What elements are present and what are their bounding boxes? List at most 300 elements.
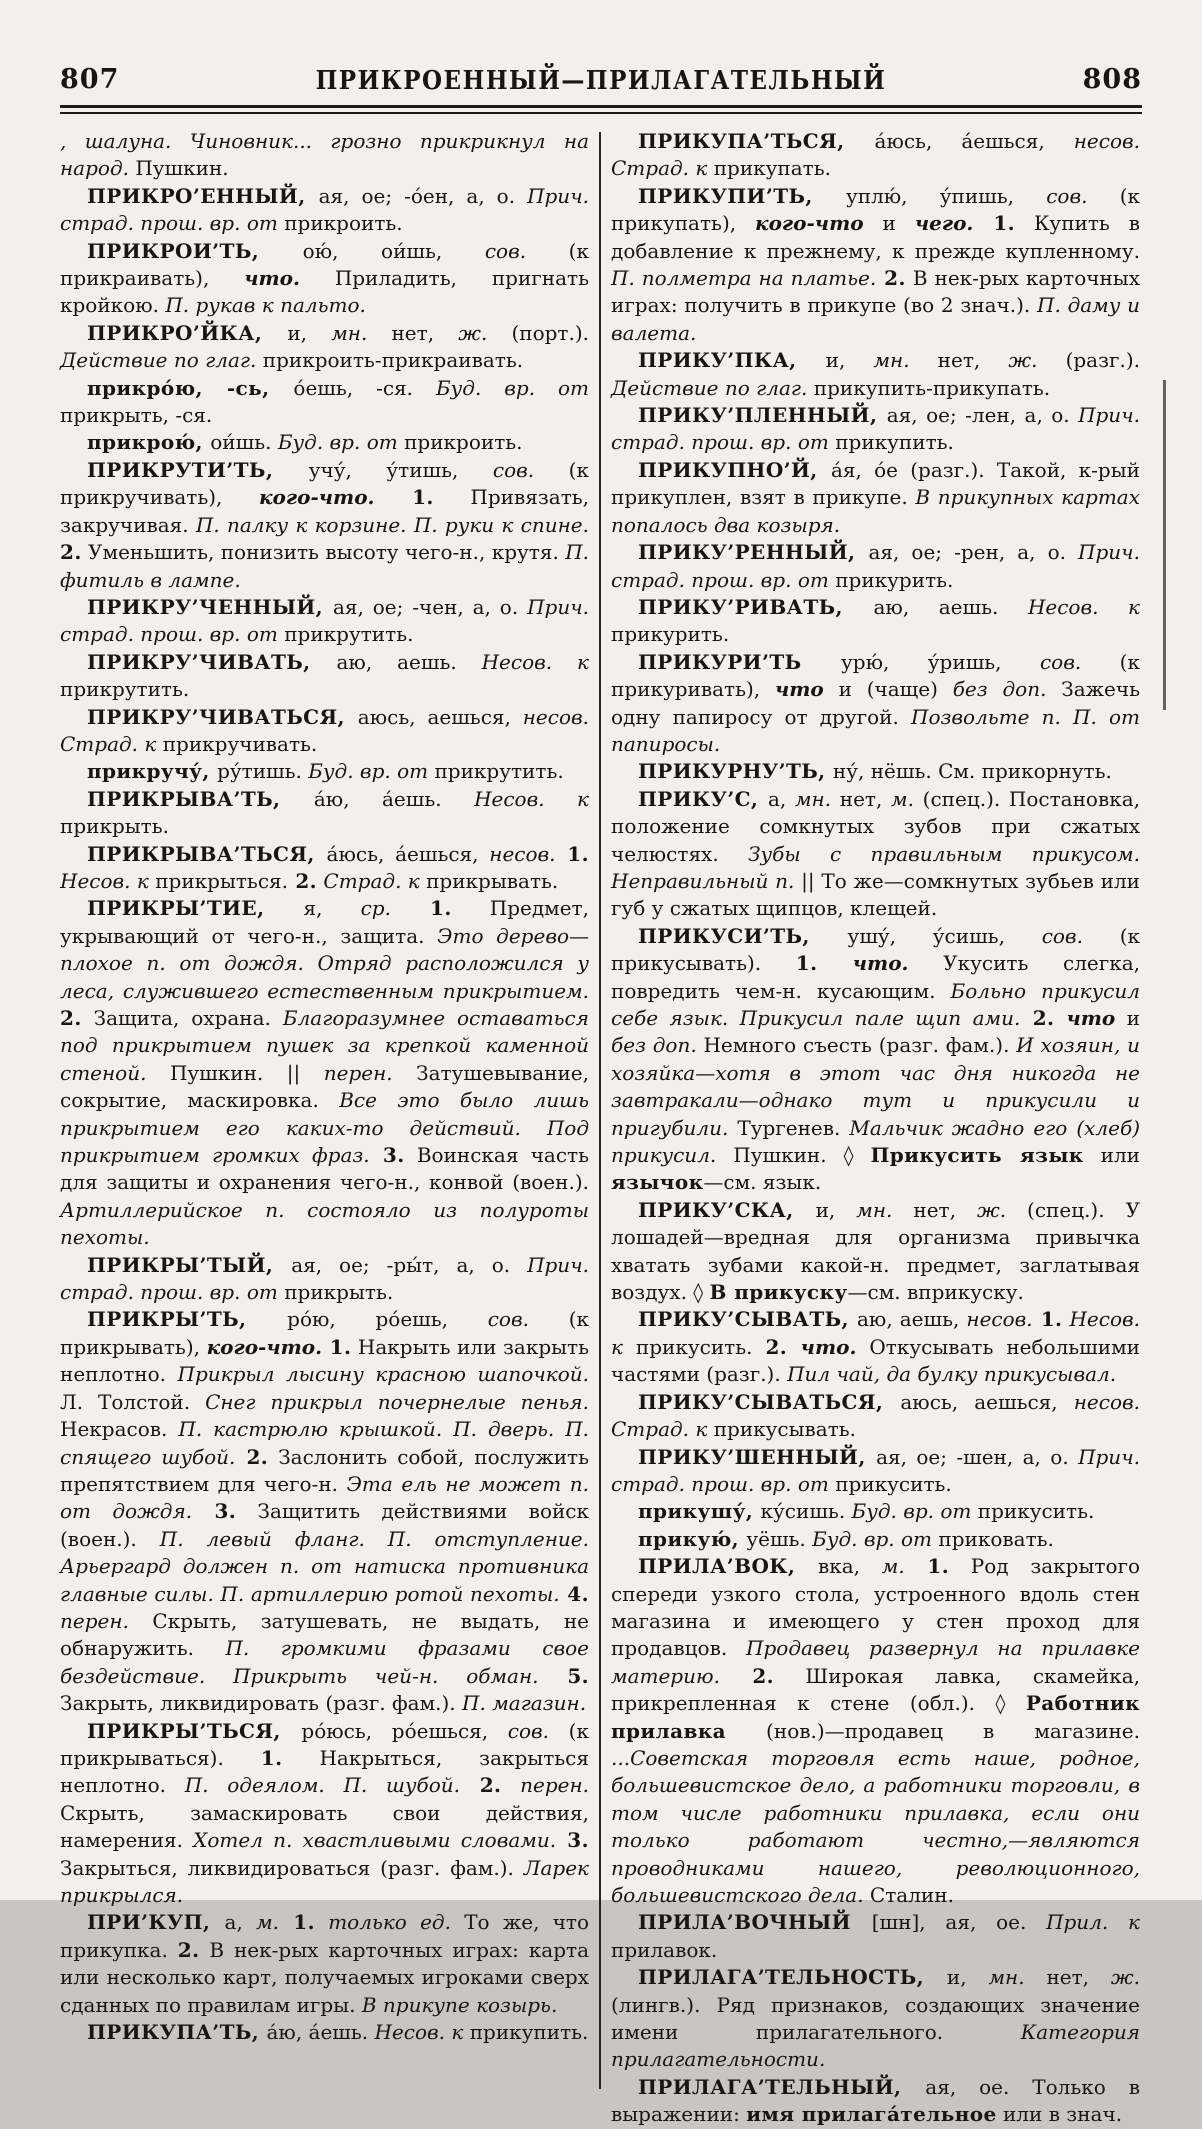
text-run: сов. [1046, 183, 1088, 208]
text-run: П. громкими фразами свое бездействие. Прикрыть чей-н. обман. [60, 1636, 589, 1688]
text-run: 5. [538, 1663, 590, 1688]
text-run: Эта ель не может п. от дождя. [60, 1471, 589, 1524]
text-run: Мальчик жадно его (хлеб) прикусил. [611, 1115, 1140, 1168]
dictionary-entry [60, 1306, 589, 1717]
text-run: прикусить. [635, 1334, 766, 1359]
dictionary-entry [60, 786, 589, 841]
text-run: Скрыть, затушевать, не выдать, не обнаружить. [60, 1608, 589, 1661]
text-run: Накрыться, закрыться неплотно. [60, 1745, 589, 1798]
text-run: П. палку к корзине. П. руки к спине. [195, 512, 589, 537]
text-run: (порт.). [487, 320, 590, 345]
headword: ПРИЛАГА’ТЕЛЬНЫЙ, [638, 2074, 926, 2099]
text-run: Снег прикрыл почернелые пенья. [205, 1389, 590, 1414]
dictionary-entry [60, 183, 589, 238]
text-run: мн. [873, 348, 910, 373]
text-run: уплю́, у́пишь, [845, 183, 1047, 208]
headword: ПРИКРО’ЙКА, [87, 320, 288, 345]
text-run: без доп. [611, 1033, 697, 1058]
dictionary-entry [60, 1252, 589, 1307]
dictionary-entry [60, 1718, 589, 1910]
dictionary-entry [611, 1553, 1140, 1909]
text-run: Позвольте п. П. от папиросы. [611, 704, 1140, 756]
text-run: (лингв.). Ряд признаков, создающих значение имени прилагательного. [611, 1992, 1140, 2045]
text-run: Зубы с правильным прикусом. Неправильный п. [611, 841, 1140, 893]
text-run: аюсь, аешься, [900, 1389, 1074, 1414]
headword: ПРИКУ’РЕННЫЙ, [638, 540, 869, 565]
text-run: Укусить слегка, повредить чем-н. кусающим. [611, 951, 1140, 1003]
dictionary-entry [60, 128, 589, 183]
text-run: ою́, ои́шь, [302, 238, 485, 263]
text-run: Артиллерийское п. состояло из полуроты пехоты. [60, 1197, 589, 1250]
text-run: 2. [177, 1937, 200, 1962]
text-run: Немного съесть (разг. фам.). [696, 1033, 1017, 1058]
column-right [611, 128, 1140, 2129]
headword: ПРИКУПНО’Й, [638, 457, 831, 482]
text-run: несов. Страд. к [611, 129, 1140, 181]
headword: ПРИЛАГА’ТЕЛЬНОСТЬ, [638, 1965, 947, 1990]
text-run: Пушкин. [135, 156, 229, 181]
text-run: а́я, о́е (разг.). Такой, к-рый прикуплен, взят в прикупе. [611, 457, 1140, 510]
text-run: аю, аешь. [873, 594, 1028, 619]
text-run: прикрыть. [60, 814, 169, 839]
text-run: Хотел п. хвастливыми словами. [193, 1828, 557, 1853]
headword: ПРИКРЫ’ТЬ, [87, 1307, 288, 1332]
text-run: урю́, у́ришь, [841, 649, 1040, 674]
text-run: м. [891, 786, 914, 811]
dictionary-entry [60, 841, 589, 896]
text-run: Прич. страд. прош. вр. от [611, 403, 1140, 455]
text-run: ая, ое; -рен, а, о. [868, 540, 1079, 565]
dictionary-entry [611, 347, 1140, 402]
dictionary-entry [60, 320, 589, 375]
headword: ПРИКУСИ’ТЬ, [638, 923, 848, 948]
headword: ПРИКУРИ’ТЬ [638, 649, 841, 674]
text-run: 1. [973, 211, 1016, 236]
text-run: ро́ю, ро́ешь, [287, 1307, 488, 1332]
text-run: Это дерево—плохое п. от дождя. Отряд расположился у леса, служившего естественным прикрытием. [60, 923, 589, 1003]
text-run: 2. [60, 1006, 82, 1030]
headword: ПРИКУ’ШЕННЫЙ, [638, 1444, 877, 1469]
headword: прикрою́, [87, 430, 211, 455]
text-run: В прикупных картах попалось два козыря. [611, 485, 1140, 537]
text-run: [шн], ая, ое. [871, 1910, 1047, 1935]
text-run: П. рукав к пальто. [165, 293, 366, 318]
headword: ПРИЛА’ВОК, [638, 1554, 818, 1579]
text-run: Скрыть, замаскировать свои действия, намерения. [60, 1800, 589, 1853]
text-run: а́юсь, а́ешься, [326, 841, 490, 866]
text-run: П. одеялом. П. шубой. [184, 1773, 461, 1798]
text-run: уёшь. [746, 1526, 813, 1551]
text-run: —см. вприкуску. [847, 1280, 1024, 1305]
text-run: Несов. к [60, 868, 156, 893]
text-run: В нек-рых карточных играх: получить в прикупе (во 2 знач.). [611, 266, 1140, 318]
text-run: П. даму и валета. [611, 293, 1140, 345]
headword: ПРИКУ’ПКА, [638, 348, 826, 373]
dictionary-entry [611, 594, 1140, 649]
text-run: 1. [279, 1910, 315, 1935]
text-run: (к прикручивать), [60, 457, 589, 510]
headword: ПРИКРЫВА’ТЬСЯ, [87, 841, 327, 866]
text-run: Действие по глаг. [60, 348, 257, 373]
text-run: 2. [765, 1334, 788, 1359]
headword: ПРИКРЫ’ТИЕ, [87, 896, 304, 921]
text-run: 2. [719, 1663, 775, 1688]
text-run: (нов.)—продавец в магазине. [726, 1718, 1140, 1743]
text-run: Привязать, закручивая. [60, 485, 590, 537]
text-run: 3. [556, 1828, 589, 1853]
text-run: Больно прикусил себе язык. Прикусил пале щип ами. [611, 978, 1140, 1030]
text-run: Благоразумнее оставаться под прикрытием пушек за крепкой каменной стеной. [60, 1006, 589, 1085]
text-run: чего. [914, 211, 974, 236]
headword: прикую́, [638, 1526, 747, 1551]
text-run: ая, ое. Только в выражении: [611, 2074, 1140, 2127]
text-run: Прич. страд. прош. вр. от [60, 1252, 589, 1305]
dictionary-entry [60, 375, 589, 430]
text-run: или в знач. [996, 2102, 1123, 2127]
text-run: прикурить. [835, 567, 954, 592]
text-run: Защита, охрана. [81, 1006, 283, 1030]
text-run: мн. [988, 1965, 1025, 1990]
text-run: прикрутить. [434, 759, 564, 784]
text-run: прикупить. [835, 430, 954, 455]
text-run: прикусить. [977, 1499, 1095, 1524]
dictionary-entry [60, 704, 589, 759]
dictionary-entry [611, 1964, 1140, 2074]
text-run: нет, [1024, 1965, 1111, 1990]
dictionary-entry [611, 457, 1140, 539]
dictionary-entry [611, 1526, 1140, 1553]
text-run: Уменьшить, понизить высоту чего-н., крутя. [81, 540, 566, 565]
text-run: ку́сишь. [760, 1499, 852, 1524]
text-run: прикупить. [469, 2020, 589, 2045]
text-run: ж. [1008, 348, 1038, 373]
text-run: Затушевывание, сокрытие, маскировка. [60, 1060, 589, 1113]
text-run: только ед. [314, 1910, 451, 1935]
headword: ПРИКУ’СЫВАТЬ, [638, 1307, 857, 1332]
text-run: прикусить. [835, 1471, 952, 1496]
text-run: В нек-рых карточных играх: карта или несколько карт, получаемых игроками сверх сданных по правилам игры. [60, 1937, 589, 2017]
text-run: ср. [360, 896, 391, 921]
headword: ПРИКРУ’ЧИВАТЬ, [87, 649, 337, 674]
text-run: Род закрытого спереди узкого стола, устроенного вдоль стен магазина и имеющего у стен проход для продавцов. [611, 1554, 1141, 1661]
text-run: Пушкин. || [169, 1060, 324, 1085]
text-run: (к прикуривать), [611, 649, 1140, 702]
page-number-left: 807 [60, 64, 120, 95]
text-run: а, [767, 786, 795, 811]
dictionary-entry [60, 238, 589, 320]
text-run: П. фитиль в лампе. [60, 540, 589, 592]
text-run: ушу́, у́сишь, [847, 923, 1042, 948]
text-run: Закрыть, ликвидировать (разг. фам.). [60, 1691, 463, 1716]
text-run: перен. [60, 1608, 129, 1633]
text-run: Буд. вр. от [308, 759, 435, 784]
text-run: Буд. вр. от [435, 375, 589, 400]
text-run: Пил чай, да булку прикусывал. [787, 1362, 1117, 1387]
text-run: ...Советская торговля есть наше, родное, большевистское дело, а работники торговли, в том числе работники прилавка, если они только работают честно,—являются проводниками нашего, революционного, большевистского дела. [611, 1745, 1140, 1907]
text-run: Купить в добавление к прежнему, к прежде купленному. [611, 211, 1140, 263]
text-run: перен. [323, 1060, 393, 1085]
text-run: 2. [235, 1444, 269, 1469]
text-run: сов. [487, 1307, 529, 1332]
text-run: несов. [489, 841, 556, 866]
headword: ПРИКУ’ПЛЕННЫЙ, [638, 403, 887, 428]
text-run: и, [287, 320, 332, 345]
text-run: прикроить-прикраивать. [256, 348, 524, 373]
dictionary-entry [611, 1909, 1140, 1964]
text-run: аю, аешь. [336, 649, 482, 674]
text-run: 1. [322, 1334, 352, 1359]
text-run: прикурить. [611, 622, 730, 647]
text-run: Предмет, укрывающий от чего-н., защита. [60, 896, 589, 948]
text-run: мн. [856, 1197, 893, 1222]
dictionary-entry [611, 923, 1140, 1197]
text-run: мн. [794, 786, 832, 811]
dictionary-entry [611, 1197, 1140, 1307]
dictionary-entry [611, 183, 1140, 347]
text-run: что [774, 677, 824, 702]
text-run: (к прикрываться). [60, 1718, 589, 1770]
text-run: В прикуску [709, 1280, 848, 1305]
text-run: 2. [460, 1773, 502, 1798]
text-run: ж. [458, 320, 488, 345]
running-title: ПРИКРОЕННЫЙ—ПРИЛАГАТЕЛЬНЫЙ [315, 65, 887, 96]
text-run: прикрыть, -ся. [60, 403, 213, 428]
text-run: прикрыться. [155, 868, 288, 893]
page-number-right: 808 [1082, 64, 1142, 95]
text-run: Прикусить язык [870, 1143, 1084, 1168]
dictionary-entry [611, 128, 1140, 183]
text-run: приковать. [938, 1526, 1054, 1551]
text-columns [60, 128, 1142, 2129]
text-run: Прич. страд. прош. вр. от [60, 594, 590, 647]
text-run: (к прикусывать). [611, 923, 1140, 976]
text-run: я, [303, 896, 361, 921]
dictionary-entry [60, 895, 589, 1251]
text-run: ая, ое; -о́ен, а, о. [318, 183, 528, 208]
text-run: Воинская часть для защиты и охранения чего-н., конвой (воен.). [60, 1143, 590, 1195]
headword: ПРИКРЫ’ТЫЙ, [87, 1252, 292, 1277]
text-run: 1. [260, 1745, 283, 1770]
text-run: ая, ое; -чен, а, о. [332, 594, 528, 619]
text-run: Работник прилавка [611, 1691, 1140, 1743]
text-run: (к прикрывать), [60, 1307, 589, 1359]
text-run: Накрыть или закрыть неплотно. [60, 1334, 589, 1387]
text-run: Несов. к [481, 649, 589, 674]
text-run: Буд. вр. от [851, 1499, 978, 1524]
headword: ПРИКУ’СКА, [638, 1197, 816, 1222]
text-run: 1. [795, 951, 818, 976]
text-run: Прич. страд. прош. вр. от [611, 1444, 1140, 1496]
text-run: прилавок. [611, 1937, 718, 1962]
text-run: и (чаще) [823, 677, 953, 702]
text-run: , шалуна. Чиновник... грозно прикрикнул на народ. [60, 129, 589, 181]
text-run: || То же—сомкнутых зубьев или губ у сжатых щипцов, клещей. [611, 868, 1140, 921]
text-run: кого-что. [258, 485, 375, 510]
headword: ПРИКРУ’ЧИВАТЬСЯ, [87, 704, 358, 729]
page-header [60, 64, 1142, 95]
text-run: прикрывать. [426, 868, 559, 893]
text-run: что. [817, 951, 909, 976]
text-run: 1. [374, 485, 434, 510]
header-rule [60, 105, 1142, 114]
text-run: Прич. страд. прош. вр. от [611, 540, 1140, 592]
text-run: Л. Толстой. [60, 1389, 206, 1414]
dictionary-entry [611, 402, 1140, 457]
text-run: нет, [831, 786, 892, 811]
text-run: прикроить. [404, 430, 523, 455]
text-run: без доп. [952, 677, 1047, 702]
text-run: П. левый фланг. П. отступление. Арьергард должен п. от натиска противника главные силы. П. артиллерию ротой пехоты. [60, 1526, 589, 1606]
text-run: Несов. к [611, 1307, 1140, 1359]
text-run: Приладить, пригнать кройкою. [60, 266, 589, 318]
text-run: Прич. страд. прош. вр. от [60, 183, 589, 236]
text-run: несов. [966, 1307, 1033, 1332]
text-run: м. [881, 1554, 905, 1579]
text-run: 1. [1032, 1307, 1063, 1332]
text-run: прикупить-прикупать. [807, 375, 1051, 400]
text-run: 1. [555, 841, 589, 866]
text-run: 2. [288, 868, 318, 893]
text-run: 2. [876, 266, 906, 291]
text-run: м. [256, 1910, 280, 1935]
text-run: и, [946, 1965, 989, 1990]
text-run: 3. [369, 1143, 405, 1168]
text-run: ая, ое; -ры́т, а, о. [291, 1252, 528, 1277]
dictionary-entry [60, 2019, 589, 2046]
text-run: Закрыться, ликвидироваться (разг. фам.). [60, 1855, 524, 1880]
column-left [60, 128, 589, 2129]
headword: ПРИКУПИ’ТЬ, [638, 183, 846, 208]
text-run: прикрутить. [284, 622, 414, 647]
text-run: Прил. к [1046, 1910, 1140, 1935]
text-run: 4. [559, 1581, 589, 1606]
dictionary-entry [611, 758, 1140, 785]
headword: ПРИКРОИ’ТЬ, [87, 238, 303, 263]
text-run: нет, [909, 348, 1009, 373]
text-run: ая, ое; -лен, а, о. [886, 403, 1079, 428]
text-run: кого-что [755, 211, 864, 236]
text-run: Продавец развернул на прилавке материю. [611, 1636, 1140, 1688]
text-run: сов. [1039, 649, 1082, 674]
text-run: Буд. вр. от [277, 430, 405, 455]
text-run: Заслонить собой, послужить препятствием для чего-н. [60, 1444, 590, 1496]
text-run: Ларек прикрылся. [60, 1855, 589, 1907]
dictionary-entry [60, 594, 589, 649]
text-run: учу́, у́тишь, [308, 457, 493, 482]
headword: прикро́ю, -сь, [87, 375, 294, 400]
headword: ПРИКРУ’ЧЕННЫЙ, [87, 594, 333, 619]
text-run: ои́шь. [210, 430, 278, 455]
text-run: ж. [1110, 1965, 1141, 1990]
text-run: Буд. вр. от [812, 1526, 939, 1551]
text-run: и [1115, 1006, 1140, 1030]
text-run: прикусывать. [713, 1417, 857, 1442]
text-run: прикрыть. [284, 1280, 394, 1305]
text-run: сов. [492, 457, 535, 482]
text-run: нет, [367, 320, 459, 345]
text-run: (спец.). Постановка, положение сомкнутых зубов при сжатых челюстях. [611, 786, 1140, 866]
headword: ПРИЛА’ВОЧНЫЙ [638, 1910, 872, 1935]
text-run: о́ешь, -ся. [293, 375, 436, 400]
text-run: П. магазин. [462, 1691, 587, 1716]
dictionary-entry [60, 1909, 589, 2019]
text-run: прикупать. [713, 156, 831, 181]
text-run: аю, аешь, [856, 1307, 967, 1332]
headword: ПРИКУ’РИВАТЬ, [638, 594, 874, 619]
text-run: Сталин. [869, 1883, 954, 1907]
text-run: (разг.). [1037, 348, 1141, 373]
dictionary-entry [60, 429, 589, 456]
dictionary-entry [611, 539, 1140, 594]
text-run: кого-что. [206, 1334, 323, 1359]
text-run: и, [815, 1197, 857, 1222]
text-run: П. полметра на платье. [611, 266, 877, 291]
headword: ПРИКУ’СЫВАТЬСЯ, [638, 1389, 901, 1414]
text-run: 2. [60, 540, 82, 565]
dictionary-entry [611, 1389, 1140, 1444]
headword: ПРИКРЫВА’ТЬ, [87, 786, 314, 811]
text-run: То же, что прикупка. [60, 1910, 590, 1962]
text-run: перен. [501, 1773, 589, 1798]
headword: ПРИКРО’ЕННЫЙ, [87, 183, 319, 208]
dictionary-entry [60, 758, 589, 785]
text-run: Прикрыл лысину красною шапочкой. [177, 1362, 589, 1387]
text-run: ну́, нёшь. См. прикорнуть. [832, 759, 1112, 784]
text-run: а́ю, а́ешь. [313, 786, 475, 811]
text-run: Категория прилагательности. [611, 2020, 1140, 2072]
text-run: сов. [1041, 923, 1083, 948]
text-run: и [863, 211, 915, 236]
text-run: ру́тишь. [217, 759, 309, 784]
headword: прикручу́, [87, 759, 218, 784]
text-run: а́ю, а́ешь. [266, 2020, 375, 2045]
text-run: Несов. к [374, 2020, 470, 2045]
text-run: Тургенев. [737, 1115, 850, 1140]
text-run: вка, [817, 1554, 882, 1579]
text-run: Страд. к [317, 868, 427, 893]
text-run: а, [224, 1910, 257, 1935]
text-run: 1. [390, 896, 452, 921]
text-run: несов. Страд. к [60, 704, 589, 756]
headword: ПРИКРЫ’ТЬСЯ, [87, 1718, 302, 1743]
text-run: аюсь, аешься, [357, 704, 523, 729]
dictionary-entry [611, 1498, 1140, 1525]
text-run: имя прилага́тельное [746, 2102, 997, 2127]
text-run: несов. Страд. к [611, 1389, 1140, 1442]
headword: ПРИКУ’С, [638, 786, 768, 811]
text-run: Откусывать небольшими частями (разг.). [611, 1334, 1140, 1387]
text-run: Защитить действиями войск (воен.). [60, 1499, 590, 1551]
text-run: Несов. к [1027, 594, 1140, 619]
headword: прикушу́, [638, 1499, 761, 1524]
text-run: Некрасов. [60, 1417, 179, 1442]
text-run: Несов. к [474, 786, 589, 811]
text-run: Действие по глаг. [611, 375, 808, 400]
dictionary-entry [611, 649, 1140, 759]
text-run: (к прикупать), [611, 183, 1140, 236]
page-edge-scan-artifact [1163, 380, 1166, 710]
text-run: что [1054, 1006, 1116, 1030]
text-run: прикроить. [284, 211, 403, 236]
dictionary-entry [611, 2074, 1140, 2129]
text-run: и, [825, 348, 874, 373]
text-run: П. кастрюлю крышкой. П. дверь. П. спящего шубой. [60, 1417, 589, 1469]
dictionary-entry [60, 457, 589, 594]
text-run: что. [244, 266, 300, 291]
text-run: (спец.). У лошадей—вредная для организма привычка хватать зубами какой-н. предмет, заглатывая воздух. ◊ [611, 1197, 1141, 1305]
text-run: 3. [192, 1499, 237, 1524]
text-run: Зажечь одну папиросу от другой. [611, 677, 1140, 729]
